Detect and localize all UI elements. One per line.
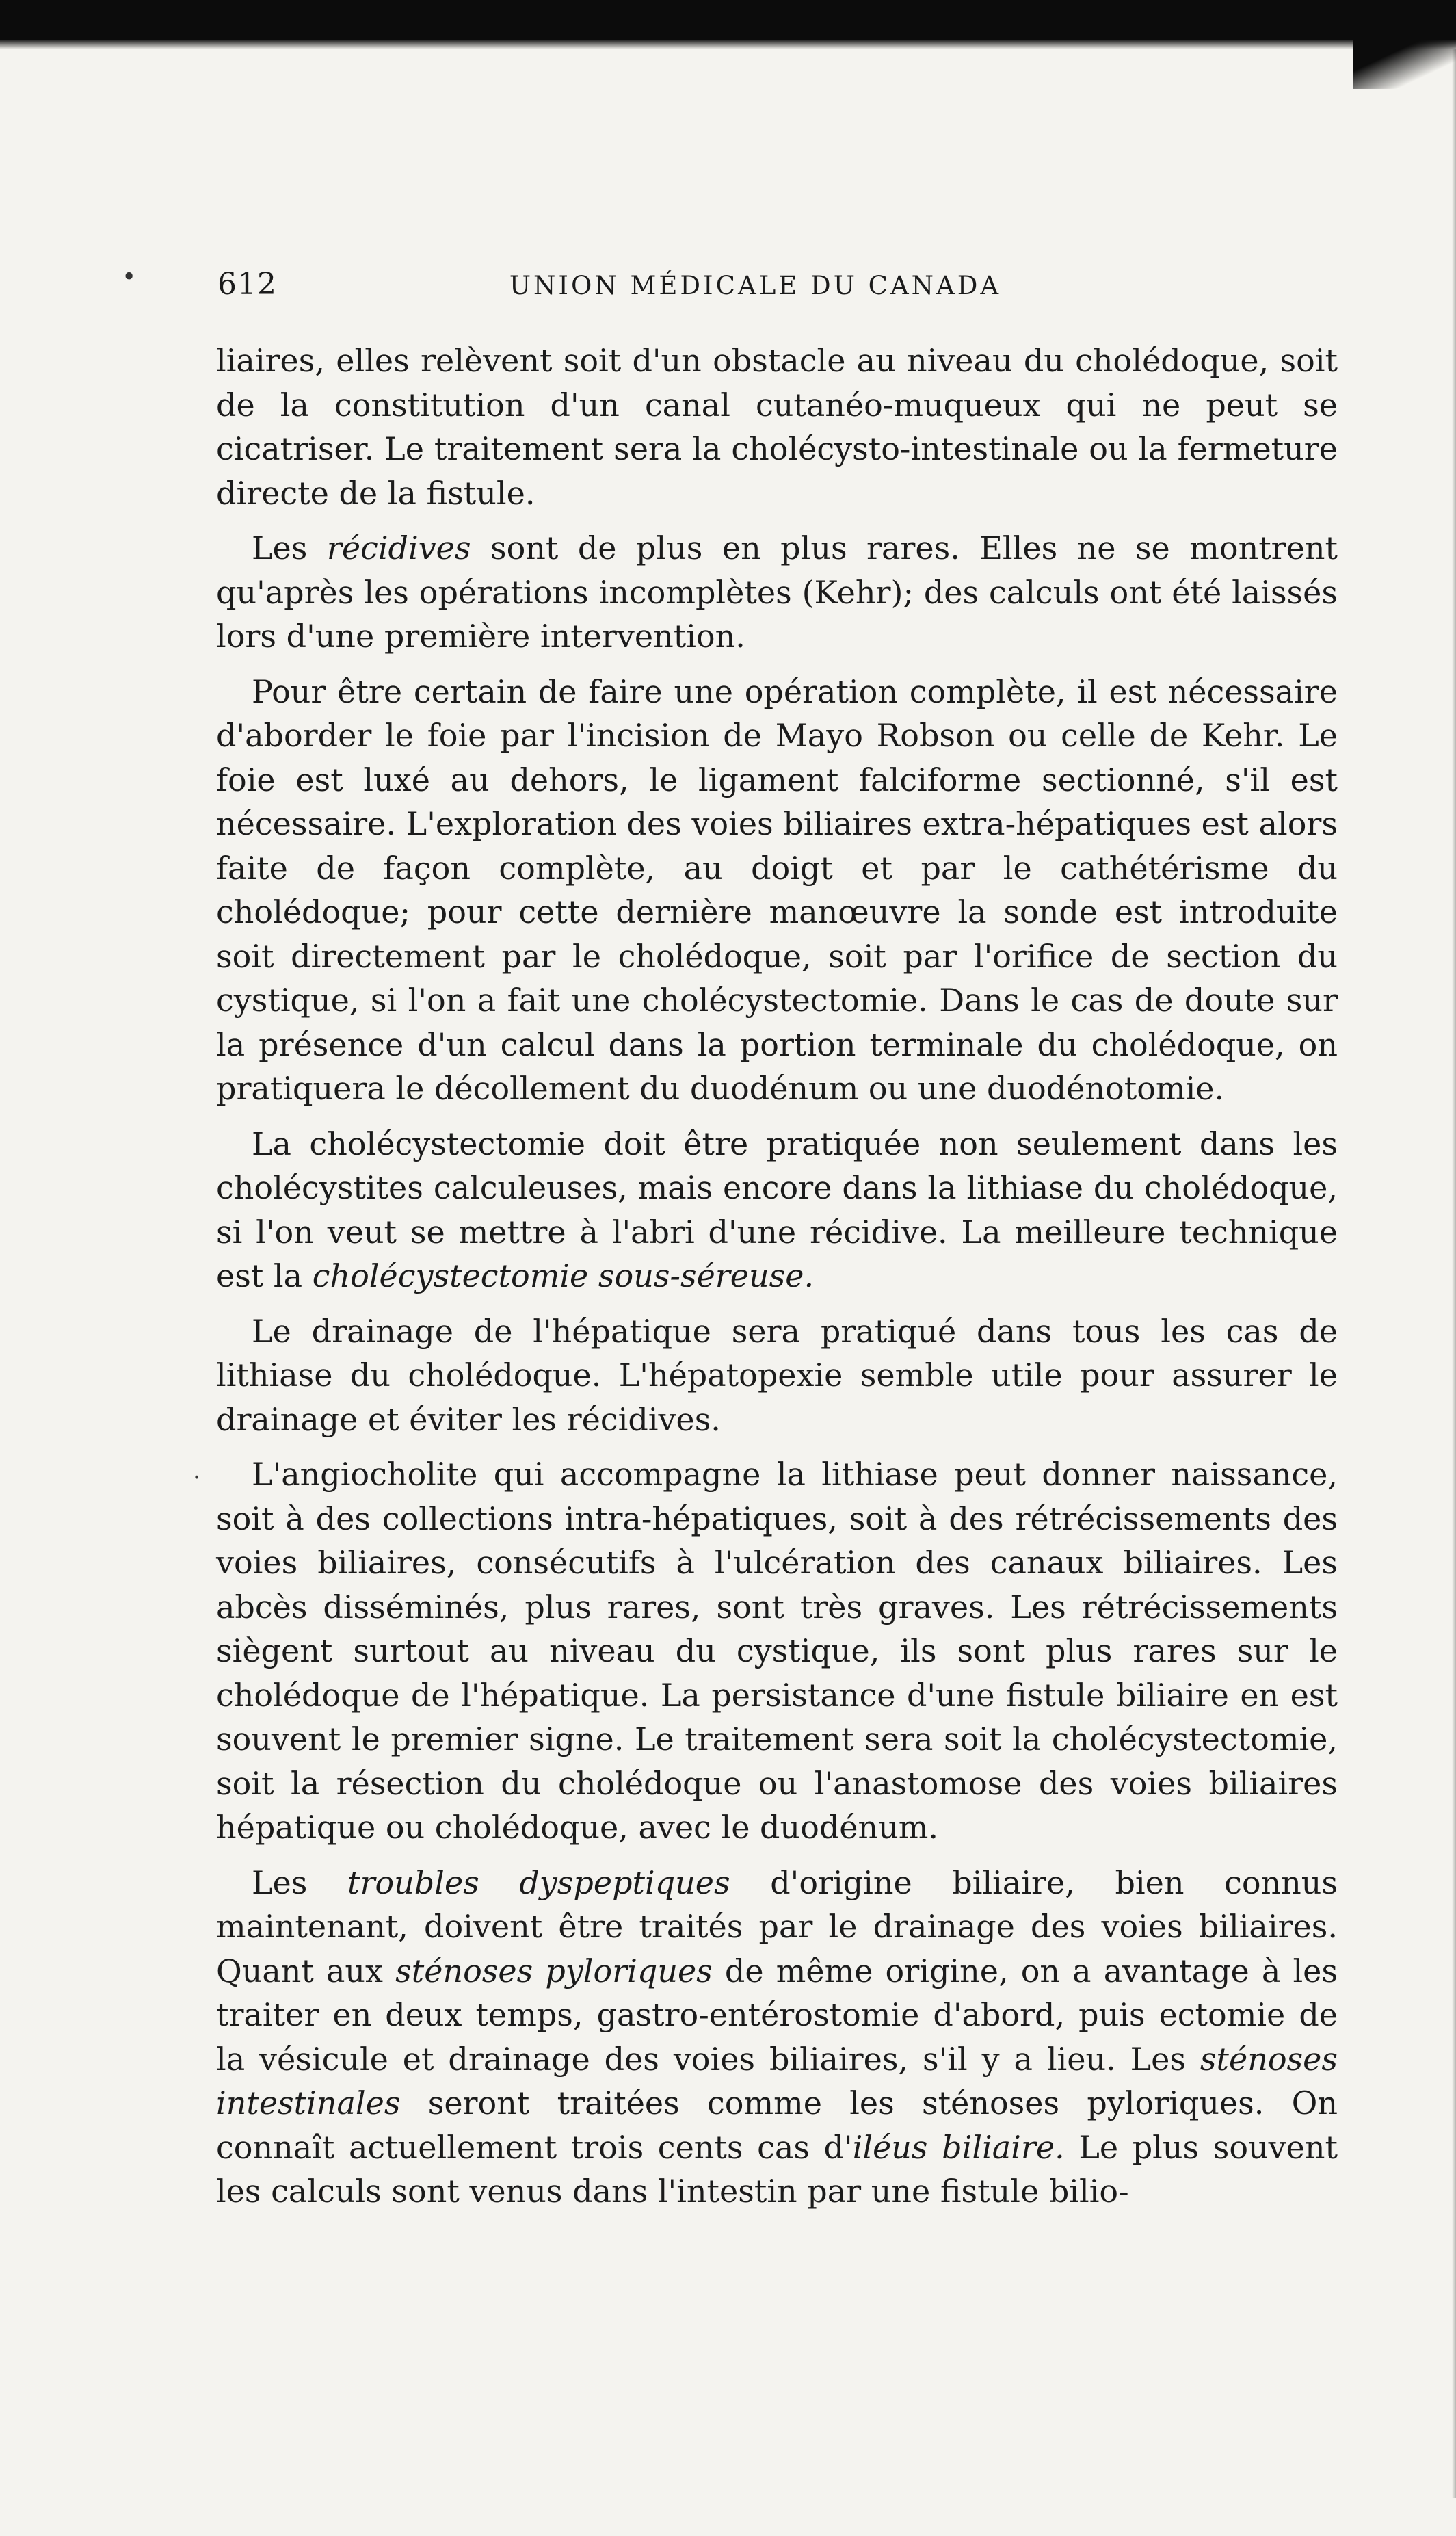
paragraph-2-emphasis: récidives	[326, 530, 471, 566]
paragraph-7-text-d: seront traitées comme les sténoses pyloriques. On connaît actuellement trois cents cas d'	[216, 2084, 1338, 2166]
paragraph-1: liaires, elles relèvent soit d'un obstacle au niveau du cholédoque, soit de la constitution d'un canal cutanéo-muqueux qui ne peut se cicatriser. Le traitement sera la cholécysto-intestinale ou la fermeture directe de la fistule.	[216, 342, 1338, 512]
paragraph-2-text-b: sont de plus en plus rares. Elles ne se montrent qu'après les opérations incomplètes (Kehr); des calculs ont été laissés lors d'une première intervention.	[216, 530, 1338, 655]
margin-speck: •	[122, 263, 137, 291]
paragraph-7-emphasis-3: sténoses intestinales	[216, 2040, 1338, 2121]
paragraph-7-text-c: de même origine, on a avantage à les traiter en deux temps, gastro-entérostomie d'abord, puis ectomie de la vésicule et drainage des voies biliaires, s'il y a lieu. Les	[216, 1952, 1338, 2078]
paragraph-4-text-a: La cholécystectomie doit être pratiquée non seulement dans les cholécystites calculeuses, mais encore dans la lithiase du cholédoque, si l'on veut se mettre à l'abri d'une récidive. La meilleure technique est la	[216, 1125, 1338, 1294]
paragraph-2-text-a: Les	[252, 530, 327, 566]
scan-corner-curl	[1353, 27, 1456, 89]
page-body	[216, 339, 1338, 2225]
paragraph-7-emphasis-2: sténoses pyloriques	[395, 1952, 713, 1989]
paragraph-4-emphasis: cholécystectomie sous-séreuse.	[312, 1257, 815, 1294]
paragraph-4	[216, 1122, 1338, 1298]
paragraph-7	[216, 1861, 1338, 2214]
paragraph-6: L'angiocholite qui accompagne la lithiase peut donner naissance, soit à des collections intra-hépatiques, soit à des rétrécissements des voies biliaires, consécutifs à l'ulcération des canaux biliaires. Les abcès disséminés, plus rares, sont très graves. Les rétrécissements siègent surtout au niveau du cystique, ils sont plus rares sur le cholédoque de l'hépatique. La persistance d'une fistule biliaire en est souvent le premier signe. Le traitement sera soit la cholécystectomie, soit la résection du cholédoque ou l'anastomose des voies biliaires hépatique ou cholédoque, avec le duodénum.	[216, 1456, 1338, 1846]
page-number: 612	[217, 267, 277, 302]
scan-top-shadow	[0, 40, 1456, 49]
margin-speck: ·	[193, 1464, 201, 1492]
scan-right-edge	[1452, 49, 1456, 2498]
paragraph-5: Le drainage de l'hépatique sera pratiqué dans tous les cas de lithiase du cholédoque. L'hépatopexie semble utile pour assurer le drainage et éviter les récidives.	[216, 1312, 1338, 1438]
scan-top-border	[0, 0, 1456, 40]
paragraph-7-text-a: Les	[252, 1864, 347, 1901]
paragraph-3: Pour être certain de faire une opération complète, il est nécessaire d'aborder le foie par l'incision de Mayo Robson ou celle de Kehr. Le foie est luxé au dehors, le ligament falciforme sectionné, s'il est nécessaire. L'exploration des voies biliaires extra-hépatiques est alors faite de façon complète, au doigt et par le cathétérisme du cholédoque; pour cette dernière manœuvre la sonde est introduite soit directement par le cholédoque, soit par l'orifice de section du cystique, si l'on a fait une cholécystectomie. Dans le cas de doute sur la présence d'un calcul dans la portion terminale du cholédoque, on pratiquera le décollement du duodénum ou une duodénotomie.	[216, 672, 1338, 1107]
paragraph-2	[216, 526, 1338, 659]
paragraph-7-text-e: Le plus souvent les calculs sont venus dans l'intestin par une fistule bilio-	[216, 2128, 1338, 2210]
running-title: UNION MÉDICALE DU CANADA	[509, 271, 1002, 300]
paragraph-7-emphasis-4: iléus biliaire.	[852, 2128, 1065, 2166]
paragraph-7-text-b: d'origine biliaire, bien connus maintenant, doivent être traités par le drainage des voies biliaires. Quant aux	[216, 1864, 1338, 1989]
paragraph-7-emphasis-1: troubles dyspeptiques	[347, 1864, 730, 1901]
